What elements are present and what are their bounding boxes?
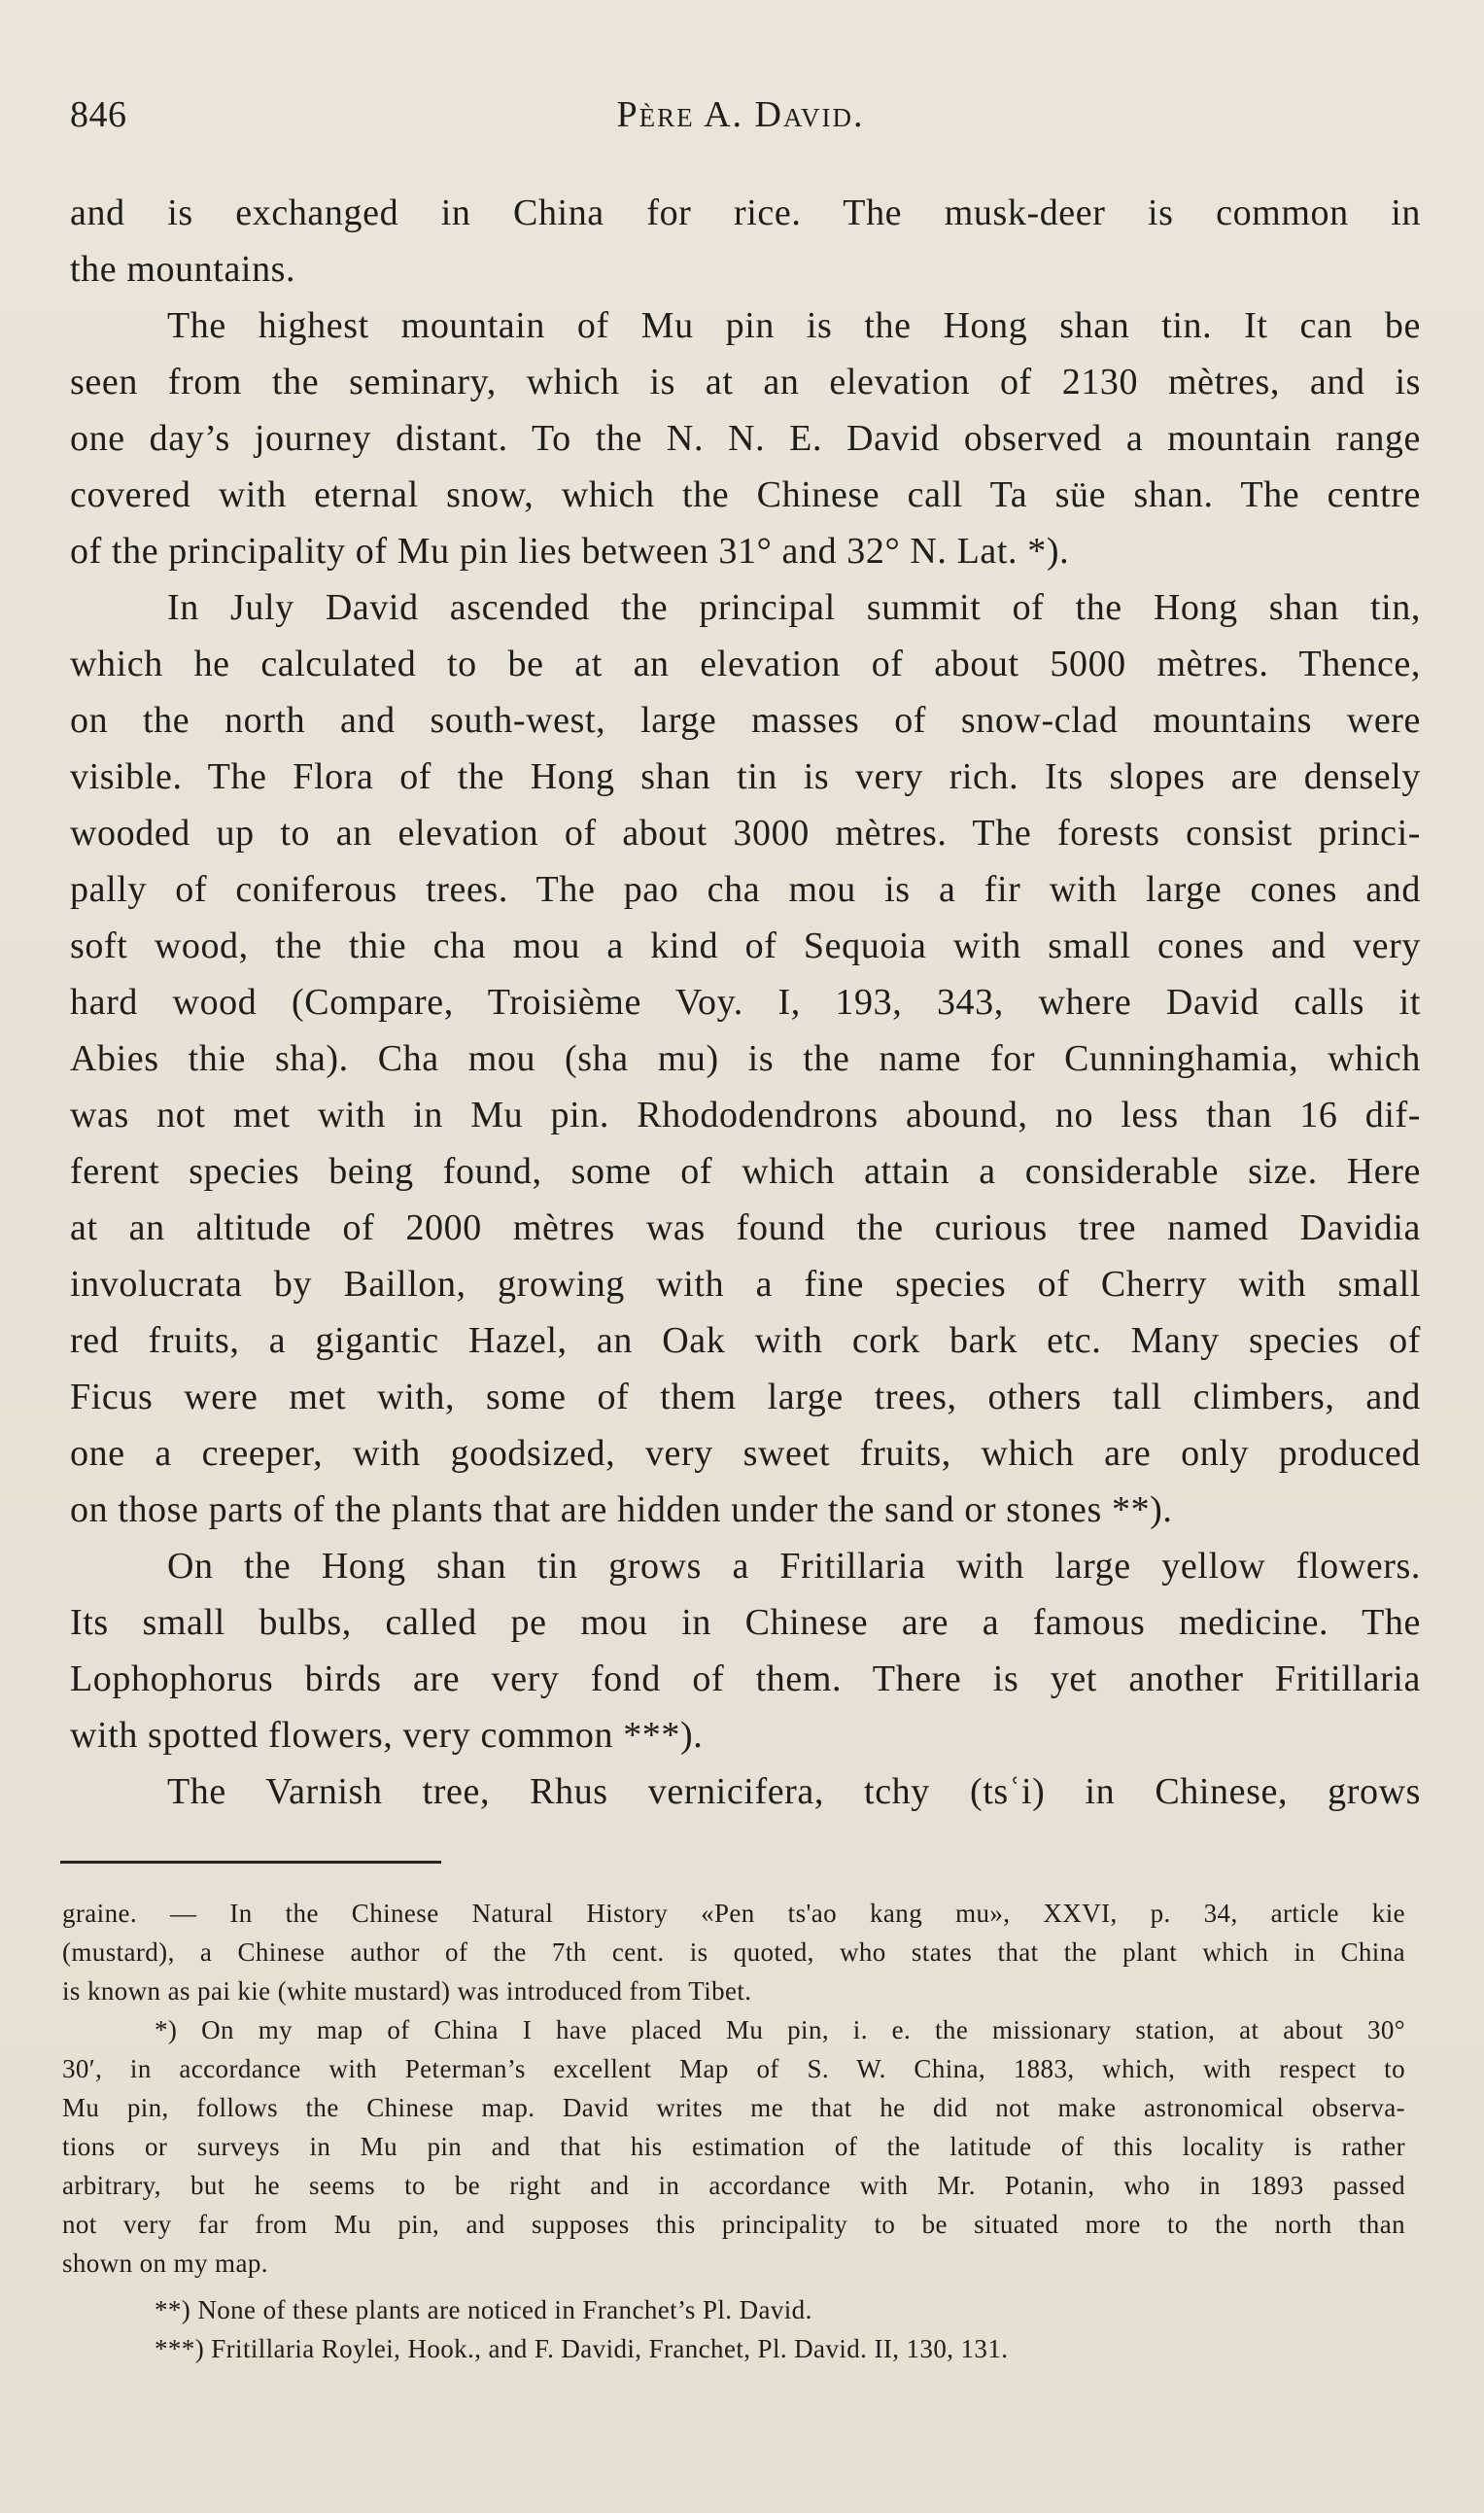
body-line: at an altitude of 2000 mètres was found the curious tree named Davidia xyxy=(70,1207,1421,1248)
footnote-line: not very far from Mu pin, and supposes this principality to be situated more to the north than xyxy=(62,2210,1405,2239)
body-line: covered with eternal snow, which the Chinese call Ta süe shan. The centre xyxy=(70,474,1421,515)
footnote-line: (mustard), a Chinese author of the 7th cent. is quoted, who states that the plant which in China xyxy=(62,1937,1405,1967)
footnotes xyxy=(62,1894,1405,2368)
body-line: The highest mountain of Mu pin is the Hong shan tin. It can be xyxy=(167,305,1421,346)
body-line: Its small bulbs, called pe mou in Chinese are a famous medicine. The xyxy=(70,1602,1421,1643)
body-line: was not met with in Mu pin. Rhododendrons abound, no less than 16 dif- xyxy=(70,1095,1421,1135)
footnote-line: shown on my map. xyxy=(62,2249,268,2278)
body-line: which he calculated to be at an elevation of about 5000 mètres. Thence, xyxy=(70,644,1421,684)
body-line: involucrata by Baillon, growing with a fine species of Cherry with small xyxy=(70,1264,1421,1305)
running-head xyxy=(70,93,1411,142)
body-line: Ficus were met with, some of them large trees, others tall climbers, and xyxy=(70,1377,1421,1417)
footnote-line: 30′, in accordance with Peterman’s excellent Map of S. W. China, 1883, which, with respect to xyxy=(62,2054,1405,2083)
footnote-line: is known as pai kie (white mustard) was introduced from Tibet. xyxy=(62,1976,752,2006)
body-line: In July David ascended the principal summit of the Hong shan tin, xyxy=(167,587,1421,628)
body-line: on the north and south-west, large masses of snow-clad mountains were xyxy=(70,700,1421,741)
footnote-line: *) On my map of China I have placed Mu pin, i. e. the missionary station, at about 30° xyxy=(155,2015,1405,2044)
footnote-line: arbitrary, but he seems to be right and in accordance with Mr. Potanin, who in 1893 passed xyxy=(62,2171,1405,2200)
body-line: red fruits, a gigantic Hazel, an Oak with cork bark etc. Many species of xyxy=(70,1320,1421,1361)
body-line: seen from the seminary, which is at an elevation of 2130 mètres, and is xyxy=(70,362,1421,402)
body-line: wooded up to an elevation of about 3000 mètres. The forests consist princi- xyxy=(70,813,1421,854)
body-line: Abies thie sha). Cha mou (sha mu) is the name for Cunninghamia, which xyxy=(70,1038,1421,1079)
footnote-line: Mu pin, follows the Chinese map. David writes me that he did not make astronomical observa- xyxy=(62,2093,1405,2122)
body-line: and is exchanged in China for rice. The musk-deer is common in xyxy=(70,192,1421,233)
body-line: the mountains. xyxy=(70,249,296,290)
footnote-line: **) None of these plants are noticed in Franchet’s Pl. David. xyxy=(155,2295,812,2324)
page-number: 846 xyxy=(70,94,127,135)
running-title: Père A. David. xyxy=(616,94,865,135)
body-line: soft wood, the thie cha mou a kind of Sequoia with small cones and very xyxy=(70,925,1421,966)
body-line: The Varnish tree, Rhus vernicifera, tchy (tsʿi) in Chinese, grows xyxy=(167,1771,1421,1812)
footnote-spacer xyxy=(62,2283,1405,2290)
body-text xyxy=(70,185,1421,1820)
footnote-line: tions or surveys in Mu pin and that his estimation of the latitude of this locality is rather xyxy=(62,2132,1405,2161)
footnote-line: graine. — In the Chinese Natural History «Pen ts'ao kang mu», XXVI, p. 34, article kie xyxy=(62,1899,1405,1928)
body-line: ferent species being found, some of which attain a considerable size. Here xyxy=(70,1151,1421,1192)
body-line: one day’s journey distant. To the N. N. E. David observed a mountain range xyxy=(70,418,1421,459)
body-line: On the Hong shan tin grows a Fritillaria with large yellow flowers. xyxy=(167,1546,1421,1587)
body-line: Lophophorus birds are very fond of them. There is yet another Fritillaria xyxy=(70,1658,1421,1699)
footnote-divider xyxy=(60,1861,441,1864)
body-line: visible. The Flora of the Hong shan tin is very rich. Its slopes are densely xyxy=(70,756,1421,797)
body-line: pally of coniferous trees. The pao cha mou is a fir with large cones and xyxy=(70,869,1421,910)
body-line: with spotted flowers, very common ***). xyxy=(70,1715,704,1756)
footnote-line: ***) Fritillaria Roylei, Hook., and F. Davidi, Franchet, Pl. David. II, 130, 131. xyxy=(155,2334,1009,2363)
body-line: one a creeper, with goodsized, very sweet fruits, which are only produced xyxy=(70,1433,1421,1474)
body-line: on those parts of the plants that are hidden under the sand or stones **). xyxy=(70,1489,1173,1530)
body-line: of the principality of Mu pin lies between 31° and 32° N. Lat. *). xyxy=(70,531,1070,572)
body-line: hard wood (Compare, Troisième Voy. I, 193, 343, where David calls it xyxy=(70,982,1421,1023)
